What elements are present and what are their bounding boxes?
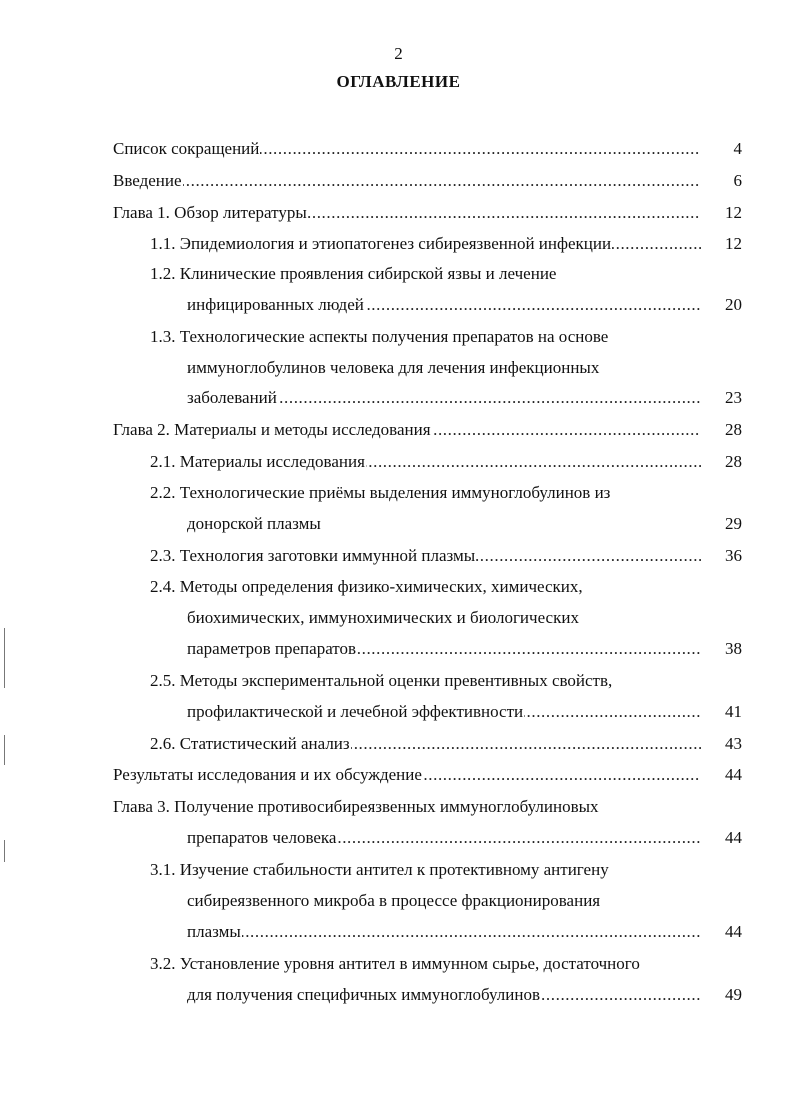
toc-entry-3-2-cont[interactable] [187, 984, 701, 1006]
toc-entry-text: Введение [113, 171, 182, 190]
toc-entry-2-4-cont[interactable] [187, 638, 701, 660]
scan-margin-mark [4, 735, 5, 765]
toc-page-number: 12 [725, 203, 742, 222]
toc-entry-2-4[interactable] [150, 576, 584, 598]
toc-page-number: 49 [725, 985, 742, 1004]
toc-entry-1-3-cont[interactable] [187, 387, 701, 409]
scan-margin-mark [4, 840, 5, 862]
toc-entry-text: препаратов человека [187, 828, 337, 847]
toc-page-number: 38 [725, 639, 742, 658]
toc-entry-text: 1.2. Клинические проявления сибирской язвы и лечение [150, 264, 557, 283]
toc-entry-2-2[interactable] [150, 482, 611, 504]
toc-entry-text: 2.6. Статистический анализ [150, 734, 350, 753]
toc-entry-text: плазмы [187, 922, 241, 941]
toc-entry-chapter-3[interactable] [113, 796, 600, 818]
toc-entry-text: 2.3. Технология заготовки иммунной плазмы [150, 546, 476, 565]
toc-entry-results[interactable] [113, 764, 701, 786]
toc-entry-1-2-cont[interactable] [187, 294, 701, 316]
toc-entry-1-1[interactable] [150, 233, 701, 255]
toc-entry-2-5[interactable] [150, 670, 613, 692]
toc-entry-2-2-cont[interactable] [187, 513, 322, 535]
toc-entry-2-3[interactable] [150, 545, 701, 567]
toc-entry-text: Список сокращений [113, 139, 260, 158]
toc-entry-text: заболеваний [187, 388, 277, 407]
toc-entry-chapter-1[interactable] [113, 202, 701, 224]
scan-margin-mark [4, 628, 5, 688]
toc-entry-3-1[interactable] [150, 859, 610, 881]
toc-entry-text: параметров препаратов [187, 639, 357, 658]
toc-entry-text: Глава 2. Материалы и методы исследования [113, 420, 431, 439]
toc-entry-introduction[interactable] [113, 170, 701, 192]
toc-page-number: 23 [725, 388, 742, 407]
toc-entry-text: инфицированных людей [187, 295, 364, 314]
toc-page-number: 44 [725, 922, 742, 941]
toc-entry-text: 2.2. Технологические приёмы выделения иммуноглобулинов из [150, 483, 611, 502]
toc-page-number: 44 [725, 828, 742, 847]
toc-entry-text: 2.4. Методы определения физико-химических, химических, [150, 577, 583, 596]
toc-entry-3-2[interactable] [150, 953, 641, 975]
toc-entry-text: 2.5. Методы экспериментальной оценки превентивных свойств, [150, 671, 613, 690]
toc-entry-abbreviations[interactable] [113, 138, 701, 160]
toc-page-number: 43 [725, 734, 742, 753]
toc-entry-chapter-2[interactable] [113, 419, 701, 441]
toc-page-number: 12 [725, 234, 742, 253]
toc-entry-2-4-cont1[interactable] [187, 607, 580, 629]
toc-entry-3-1-cont1[interactable] [187, 890, 601, 912]
toc-page-number: 6 [733, 171, 742, 190]
toc-title: ОГЛАВЛЕНИЕ [336, 72, 461, 91]
toc-entry-text: биохимических, иммунохимических и биологических [187, 608, 579, 627]
toc-entry-text: 3.2. Установление уровня антител в иммунном сырье, достаточного [150, 954, 640, 973]
toc-entry-text: сибиреязвенного микроба в процессе фракционирования [187, 891, 601, 910]
toc-entry-text: 3.1. Изучение стабильности антител к протективному антигену [150, 860, 609, 879]
page-number: 2 [394, 44, 403, 63]
toc-entry-3-1-cont[interactable] [187, 921, 701, 943]
toc-entry-1-3-cont1[interactable] [187, 357, 600, 379]
toc-page-number: 28 [725, 420, 742, 439]
toc-page-number: 29 [725, 514, 742, 533]
toc-page-number: 44 [725, 765, 742, 784]
toc-entry-text: Результаты исследования и их обсуждение [113, 765, 422, 784]
toc-entry-1-2[interactable] [150, 263, 557, 285]
toc-entry-text: Глава 1. Обзор литературы [113, 203, 307, 222]
toc-page-number: 4 [733, 139, 742, 158]
toc-page-number: 41 [725, 702, 742, 721]
toc-page-number: 28 [725, 452, 742, 471]
toc-entry-text: Глава 3. Получение противосибиреязвенных иммуноглобулиновых [113, 797, 599, 816]
toc-page-number: 36 [725, 546, 742, 565]
toc-entry-text: 1.3. Технологические аспекты получения препаратов на основе [150, 327, 609, 346]
toc-entry-2-1[interactable] [150, 451, 701, 473]
toc-entry-1-3[interactable] [150, 326, 609, 348]
toc-entry-text: 2.1. Материалы исследования [150, 452, 365, 471]
toc-entry-text: иммуноглобулинов человека для лечения инфекционных [187, 358, 600, 377]
toc-entry-text: для получения специфичных иммуноглобулинов [187, 985, 540, 1004]
toc-entry-text: профилактической и лечебной эффективности [187, 702, 524, 721]
toc-entry-2-5-cont[interactable] [187, 701, 701, 723]
toc-page-number: 20 [725, 295, 742, 314]
toc-entry-text: 1.1. Эпидемиология и этиопатогенез сибиреязвенной инфекции [150, 234, 612, 253]
toc-entry-text: донорской плазмы [187, 514, 321, 533]
toc-entry-chapter-3-cont[interactable] [187, 827, 701, 849]
toc-entry-2-6[interactable] [150, 733, 701, 755]
